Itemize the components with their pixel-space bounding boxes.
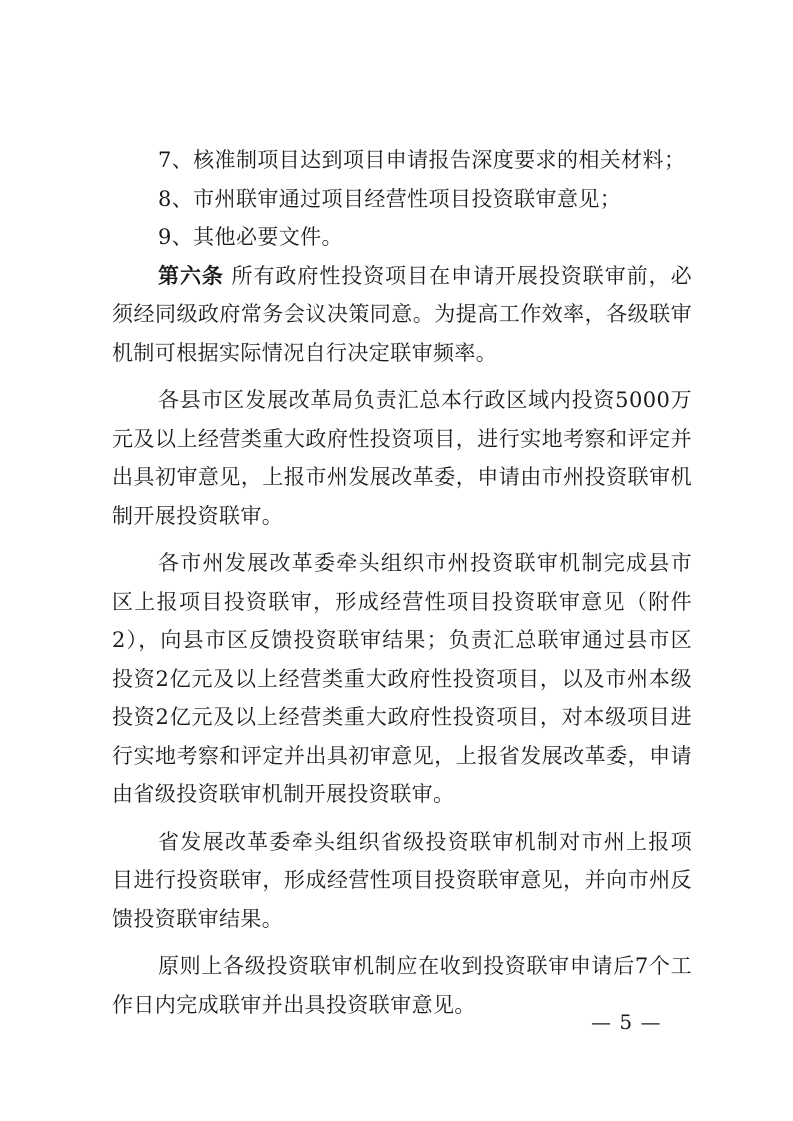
list-item-8: 8、市州联审通过项目经营性项目投资联审意见； — [158, 186, 622, 211]
page-number: — 5 — — [591, 1010, 662, 1034]
document-body — [112, 141, 692, 1024]
article-6-label: 第六条 — [158, 263, 224, 288]
list-item-7: 7、核准制项目达到项目申请报告深度要求的相关材料； — [158, 148, 686, 172]
list-item-9: 9、其他必要文件。 — [158, 225, 343, 249]
article-6-text: 所有政府性投资项目在申请开展投资联审前，必须经同级政府常务会议决策同意。为提高工作效率，各级联审机制可根据实际情况自行决定联审频率。 — [112, 263, 692, 365]
paragraph-province: 省发展改革委牵头组织省级投资联审机制对市州上报项目进行投资联审，形成经营性项目投资联审意见，并向市州反馈投资联审结果。 — [112, 829, 692, 931]
article-6-paragraph — [112, 257, 692, 373]
paragraph-city: 各市州发展改革委牵头组织市州投资联审机制完成县市区上报项目投资联审，形成经营性项目投资联审意见（附件2），向县市区反馈投资联审结果；负责汇总联审通过县市区投资2亿元及以上经营类重大政府性投资项目，以及市州本级投资2亿元及以上经营类重大政府性投资项目，对本级项目进行实地考察和评定并出具初审意见，上报省发展改革委，申请由省级投资联审机制开展投资联审。 — [112, 551, 692, 806]
paragraph-county: 各县市区发展改革局负责汇总本行政区域内投资5000万元及以上经营类重大政府性投资项目，进行实地考察和评定并出具初审意见，上报市州发展改革委，申请由市州投资联审机制开展投资联审。 — [112, 388, 692, 528]
paragraph-deadline: 原则上各级投资联审机制应在收到投资联审申请后7个工作日内完成联审并出具投资联审意见。 — [112, 954, 692, 1017]
